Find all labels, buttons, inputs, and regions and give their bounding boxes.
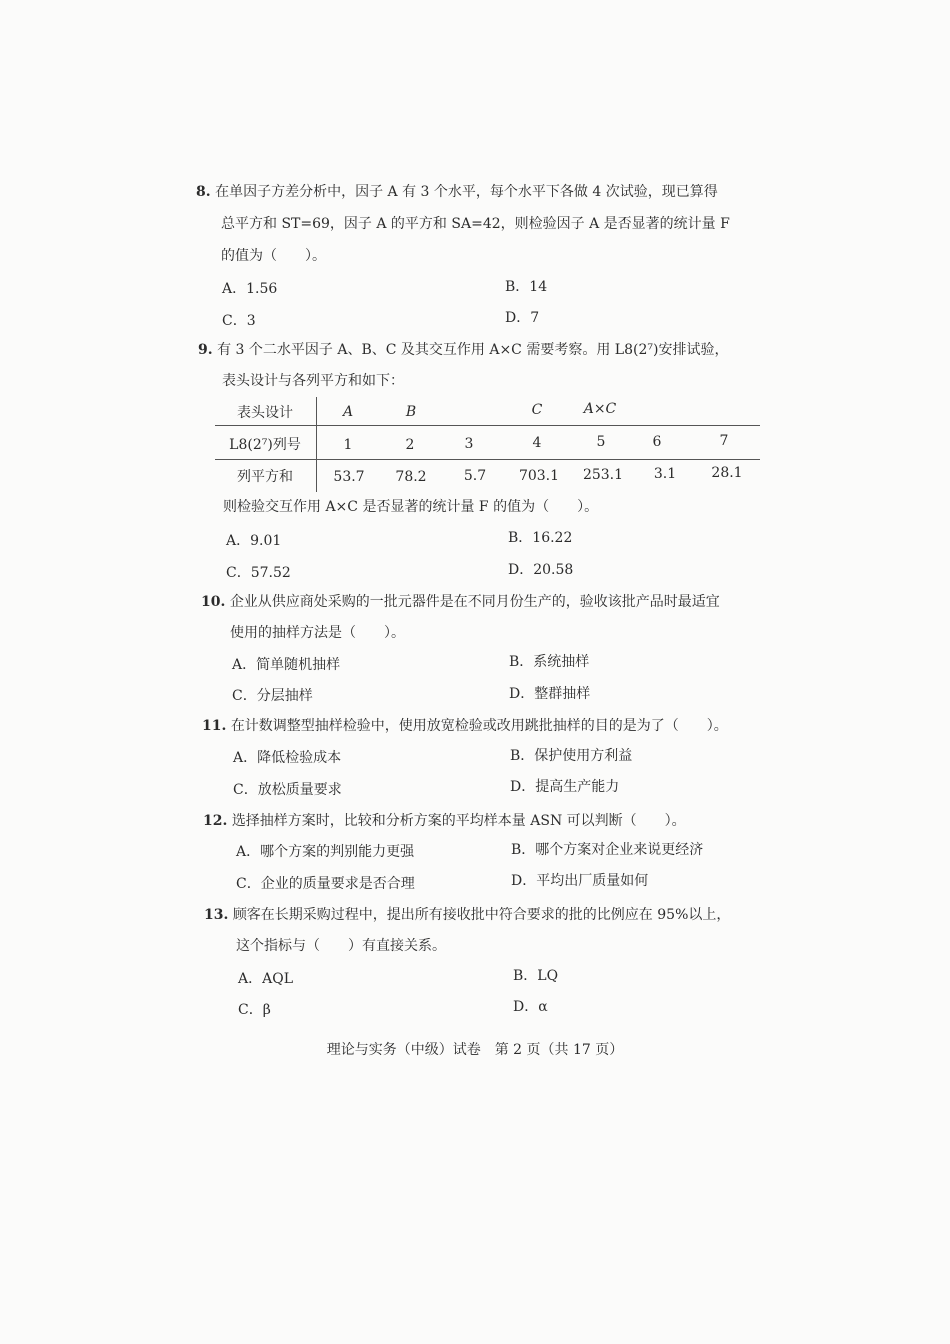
question-12-option-b: B．哪个方案对企业来说更经济	[511, 842, 704, 858]
question-10-number: 10.	[201, 594, 226, 610]
question-13-number: 13.	[204, 907, 229, 923]
question-12-line-1: 12. 选择抽样方案时，比较和分析方案的平均样本量 ASN 可以判断（ ）。	[203, 813, 686, 829]
question-10-line-1: 10. 企业从供应商处采购的一批元器件是在不同月份生产的，验收该批产品时最适宜	[201, 594, 720, 610]
question-12-option-c: C．企业的质量要求是否合理	[236, 876, 415, 892]
question-11-option-d: D．提高生产能力	[510, 779, 620, 795]
question-13-option-d: D．α	[513, 999, 548, 1015]
column-number-1: 1	[343, 437, 353, 453]
question-13-option-b: B．LQ	[513, 968, 559, 984]
sum-of-squares-7: 28.1	[711, 465, 743, 481]
sum-of-squares-2: 78.2	[395, 469, 427, 485]
question-9-line-3: 则检验交互作用 A×C 是否显著的统计量 F 的值为（ ）。	[223, 499, 599, 515]
question-8-option-c: C．3	[222, 313, 256, 329]
row-label-design: 表头设计	[237, 405, 293, 421]
sum-of-squares-6: 3.1	[653, 466, 677, 482]
sum-of-squares-1: 53.7	[333, 469, 365, 485]
header-cell-1: A	[342, 404, 354, 420]
question-10-line-2: 使用的抽样方法是（ ）。	[230, 625, 405, 641]
question-10-option-b: B．系统抽样	[509, 654, 590, 670]
question-11-number: 11.	[202, 718, 227, 734]
question-12-option-a: A．哪个方案的判别能力更强	[236, 844, 415, 860]
question-8-line-1: 8. 在单因子方差分析中，因子 A 有 3 个水平，每个水平下各做 4 次试验，现已算得	[196, 184, 718, 200]
sum-of-squares-5: 253.1	[582, 467, 624, 483]
table-rule-2	[215, 459, 760, 460]
sum-of-squares-4: 703.1	[518, 468, 560, 484]
question-13-line-1: 13. 顾客在长期采购过程中，提出所有接收批中符合要求的批的比例应在 95%以上，	[204, 907, 731, 923]
row-label-sum-of-squares: 列平方和	[237, 469, 293, 485]
column-number-3: 3	[464, 436, 474, 452]
header-cell-2: B	[405, 404, 417, 420]
question-8-option-b: B．14	[505, 279, 548, 295]
sum-of-squares-3: 5.7	[463, 468, 487, 484]
question-10-option-c: C．分层抽样	[232, 688, 313, 704]
question-9-option-b: B．16.22	[508, 530, 573, 546]
question-12-option-d: D．平均出厂质量如何	[511, 873, 649, 889]
question-11-option-c: C．放松质量要求	[233, 782, 342, 798]
question-9-option-c: C．57.52	[226, 565, 291, 581]
question-8-line-2: 总平方和 ST=69，因子 A 的平方和 SA=42，则检验因子 A 是否显著的统计量 F	[221, 216, 730, 232]
page-footer: 理论与实务（中级）试卷 第 2 页（共 17 页）	[326, 1042, 624, 1058]
question-9-option-a: A．9.01	[226, 533, 282, 549]
orthogonal-array-table	[215, 397, 760, 492]
question-8-option-d: D．7	[505, 310, 540, 326]
header-cell-4: C	[531, 402, 543, 418]
header-cell-5: A×C	[583, 401, 617, 417]
column-number-7: 7	[719, 433, 729, 449]
question-11-option-a: A．降低检验成本	[233, 750, 342, 766]
question-9-number: 9.	[198, 342, 213, 358]
question-8-option-a: A．1.56	[222, 281, 278, 297]
question-9-option-d: D．20.58	[508, 562, 574, 578]
question-11-option-b: B．保护使用方利益	[510, 748, 633, 764]
question-9-line-1: 9. 有 3 个二水平因子 A、B、C 及其交互作用 A×C 需要考察。用 L8(2⁷)安排试验，	[198, 342, 729, 358]
row-label-column-number: L8(2⁷)列号	[229, 437, 301, 453]
question-8-line-3: 的值为（ ）。	[221, 248, 326, 264]
table-rule-1	[215, 425, 760, 426]
column-number-6: 6	[652, 434, 662, 450]
question-13-line-2: 这个指标与（ ）有直接关系。	[236, 938, 446, 954]
table-column-divider	[316, 397, 317, 492]
column-number-2: 2	[405, 437, 415, 453]
question-8-number: 8.	[196, 184, 211, 200]
question-13-option-a: A．AQL	[238, 971, 293, 987]
question-12-number: 12.	[203, 813, 228, 829]
column-number-4: 4	[532, 435, 542, 451]
question-10-option-a: A．简单随机抽样	[232, 657, 341, 673]
question-13-option-c: C．β	[238, 1002, 271, 1018]
column-number-5: 5	[596, 434, 606, 450]
question-9-line-2: 表头设计与各列平方和如下：	[222, 373, 404, 389]
question-11-line-1: 11. 在计数调整型抽样检验中，使用放宽检验或改用跳批抽样的目的是为了（ ）。	[202, 718, 728, 734]
question-10-option-d: D．整群抽样	[509, 686, 591, 702]
